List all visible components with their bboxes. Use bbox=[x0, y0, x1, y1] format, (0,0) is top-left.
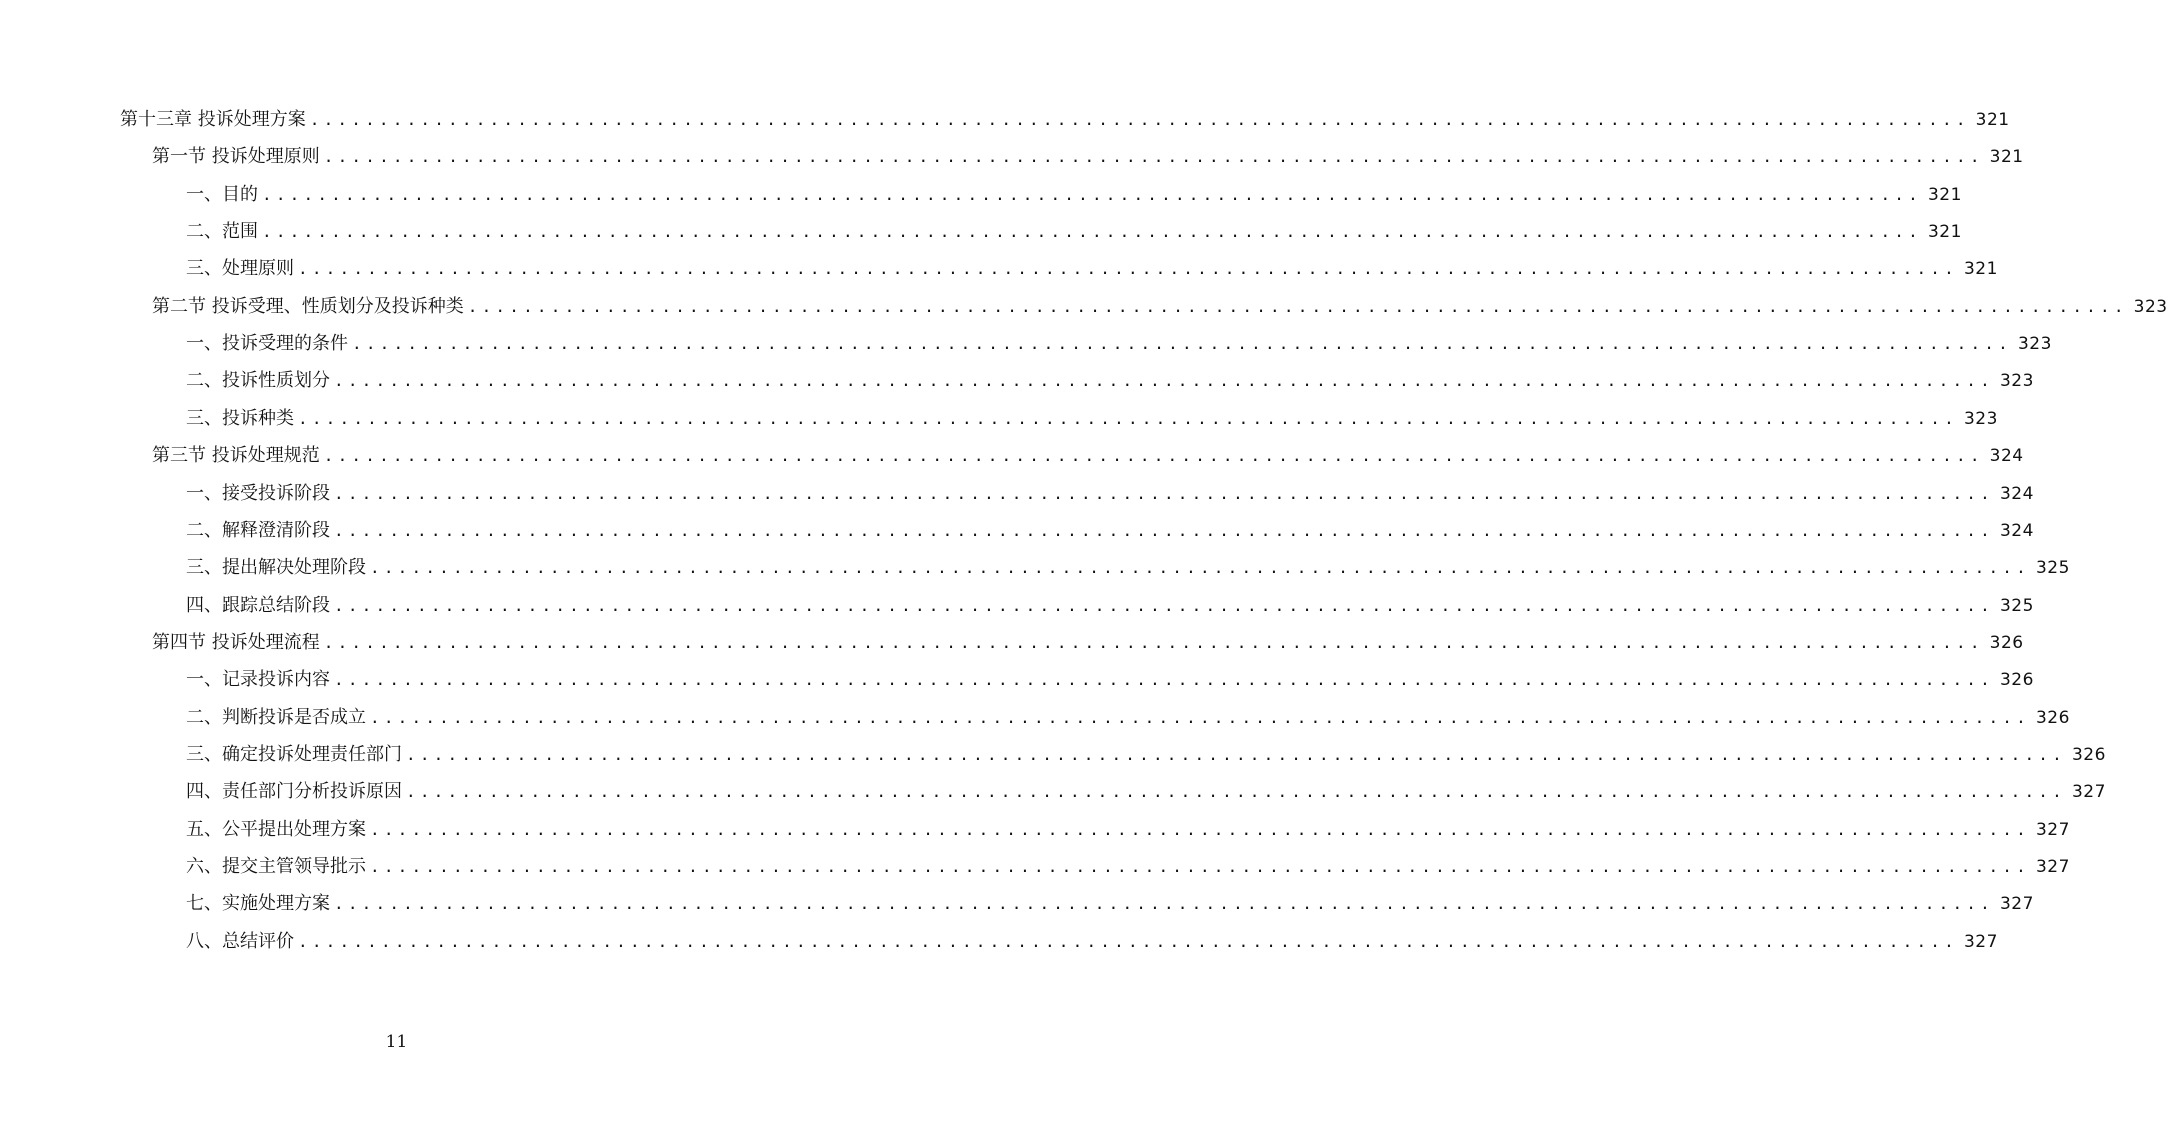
toc-entry[interactable] bbox=[186, 549, 2070, 586]
toc-leader-dots: ........................................................................................................................ bbox=[334, 483, 1994, 503]
toc-entry[interactable] bbox=[186, 213, 1962, 250]
toc-entry-title: 五、公平提出处理方案 bbox=[186, 818, 366, 840]
toc-leader-dots: ........................................................................................................................ bbox=[334, 595, 1994, 615]
toc-entry-page: 323 bbox=[2133, 296, 2168, 317]
toc-entry-title: 七、实施处理方案 bbox=[186, 893, 330, 915]
toc-entry-title: 二、判断投诉是否成立 bbox=[186, 706, 366, 728]
toc-entry-title: 一、接受投诉阶段 bbox=[186, 482, 330, 504]
toc-entry-title: 三、投诉种类 bbox=[186, 407, 294, 429]
toc-entry[interactable] bbox=[120, 101, 2010, 138]
toc-leader-dots: ........................................................................................................................ bbox=[309, 110, 1970, 129]
toc-leader-dots: ........................................................................................................................ bbox=[298, 931, 1958, 951]
toc-entry-page: 324 bbox=[1989, 446, 2024, 467]
toc-entry-page: 324 bbox=[1999, 483, 2034, 504]
toc-entry-title: 第三节 投诉处理规范 bbox=[152, 445, 320, 467]
toc-entry-page: 321 bbox=[1963, 259, 1998, 280]
toc-leader-dots: ........................................................................................................................ bbox=[406, 782, 2066, 802]
toc-entry[interactable] bbox=[186, 325, 2052, 362]
toc-entry[interactable] bbox=[186, 736, 2106, 773]
toc-entry-title: 六、提交主管领导批示 bbox=[186, 856, 366, 877]
toc-entry-page: 321 bbox=[1927, 184, 1962, 205]
toc-entry-title: 第四节 投诉处理流程 bbox=[152, 631, 320, 653]
toc-entry[interactable] bbox=[186, 512, 2034, 549]
toc-entry[interactable] bbox=[186, 885, 2034, 922]
toc-entry-title: 八、总结评价 bbox=[186, 930, 294, 952]
toc-entry-page: 327 bbox=[1963, 931, 1998, 952]
toc-entry-page: 323 bbox=[1999, 371, 2034, 392]
toc-entry-title: 三、确定投诉处理责任部门 bbox=[186, 743, 402, 765]
toc-entry-page: 325 bbox=[2035, 558, 2070, 579]
toc-leader-dots: ........................................................................................................................ bbox=[467, 296, 2128, 316]
toc-entry[interactable] bbox=[186, 400, 1998, 437]
toc-entry-page: 326 bbox=[1989, 632, 2024, 653]
toc-leader-dots: ........................................................................................................................ bbox=[323, 147, 1984, 167]
toc-entry[interactable] bbox=[152, 138, 2024, 175]
toc-entry[interactable] bbox=[186, 362, 2034, 399]
page-number: 11 bbox=[385, 1032, 408, 1052]
toc-leader-dots: ........................................................................................................................ bbox=[262, 222, 1922, 242]
toc-entry-title: 一、记录投诉内容 bbox=[186, 669, 330, 691]
toc-entry-title: 二、范围 bbox=[186, 221, 258, 243]
toc-entry-title: 三、提出解决处理阶段 bbox=[186, 557, 366, 579]
toc-entry[interactable] bbox=[186, 848, 2070, 885]
toc-leader-dots: ........................................................................................................................ bbox=[262, 184, 1922, 204]
toc-entry-title: 第一节 投诉处理原则 bbox=[152, 146, 320, 168]
toc-entry[interactable] bbox=[186, 699, 2070, 736]
toc-leader-dots: ........................................................................................................................ bbox=[406, 744, 2066, 764]
toc-entry[interactable] bbox=[152, 288, 2168, 325]
toc-entry-page: 324 bbox=[1999, 520, 2034, 541]
toc-entry[interactable] bbox=[186, 587, 2034, 624]
toc-leader-dots: ........................................................................................................................ bbox=[370, 558, 2030, 578]
toc-entry-page: 321 bbox=[1989, 147, 2024, 168]
toc-entry[interactable] bbox=[152, 437, 2024, 474]
toc-leader-dots: ........................................................................................................................ bbox=[298, 259, 1958, 279]
toc-entry[interactable] bbox=[152, 624, 2024, 661]
toc-leader-dots: ........................................................................................................................ bbox=[334, 520, 1994, 540]
toc-entry-title: 二、投诉性质划分 bbox=[186, 370, 330, 392]
toc-entry-title: 一、目的 bbox=[186, 183, 258, 205]
toc-leader-dots: ........................................................................................................................ bbox=[323, 632, 1984, 652]
toc-entry[interactable] bbox=[186, 250, 1998, 287]
toc-leader-dots: ........................................................................................................................ bbox=[334, 894, 1994, 914]
toc-entry-page: 326 bbox=[2071, 744, 2106, 765]
toc-leader-dots: ........................................................................................................................ bbox=[370, 857, 2030, 876]
toc-leader-dots: ........................................................................................................................ bbox=[352, 334, 2012, 354]
toc-entry-page: 321 bbox=[1975, 110, 2010, 130]
toc-entry[interactable] bbox=[186, 475, 2034, 512]
toc-entry[interactable] bbox=[186, 176, 1962, 213]
toc-entry[interactable] bbox=[186, 923, 1998, 960]
toc-leader-dots: ........................................................................................................................ bbox=[370, 819, 2030, 839]
toc-entry-page: 327 bbox=[2071, 782, 2106, 803]
toc-entry[interactable] bbox=[186, 811, 2070, 848]
toc-entry-page: 327 bbox=[2035, 819, 2070, 840]
toc-leader-dots: ........................................................................................................................ bbox=[323, 446, 1984, 466]
toc-entry-title: 一、投诉受理的条件 bbox=[186, 333, 348, 355]
toc-entry-page: 326 bbox=[2035, 707, 2070, 728]
toc-entry-title: 第二节 投诉受理、性质划分及投诉种类 bbox=[152, 295, 464, 317]
toc-leader-dots: ........................................................................................................................ bbox=[370, 707, 2030, 727]
toc-entry[interactable] bbox=[186, 661, 2034, 698]
toc-entry-title: 四、责任部门分析投诉原因 bbox=[186, 781, 402, 803]
toc-entry-page: 323 bbox=[1963, 408, 1998, 429]
toc-entry-page: 325 bbox=[1999, 595, 2034, 616]
toc-entry-title: 四、跟踪总结阶段 bbox=[186, 594, 330, 616]
toc-entry-title: 三、处理原则 bbox=[186, 258, 294, 280]
toc-entry-page: 327 bbox=[2035, 857, 2070, 877]
toc-entry-page: 326 bbox=[1999, 670, 2034, 691]
toc-entry-page: 323 bbox=[2017, 334, 2052, 355]
toc-entry-title: 第十三章 投诉处理方案 bbox=[120, 109, 306, 130]
toc-entry-title: 二、解释澄清阶段 bbox=[186, 519, 330, 541]
toc-leader-dots: ........................................................................................................................ bbox=[334, 670, 1994, 690]
toc-entry-page: 321 bbox=[1927, 222, 1962, 243]
toc-leader-dots: ........................................................................................................................ bbox=[334, 371, 1994, 391]
toc-leader-dots: ........................................................................................................................ bbox=[298, 408, 1958, 428]
toc-entry-page: 327 bbox=[1999, 894, 2034, 915]
toc-entry[interactable] bbox=[186, 773, 2106, 810]
